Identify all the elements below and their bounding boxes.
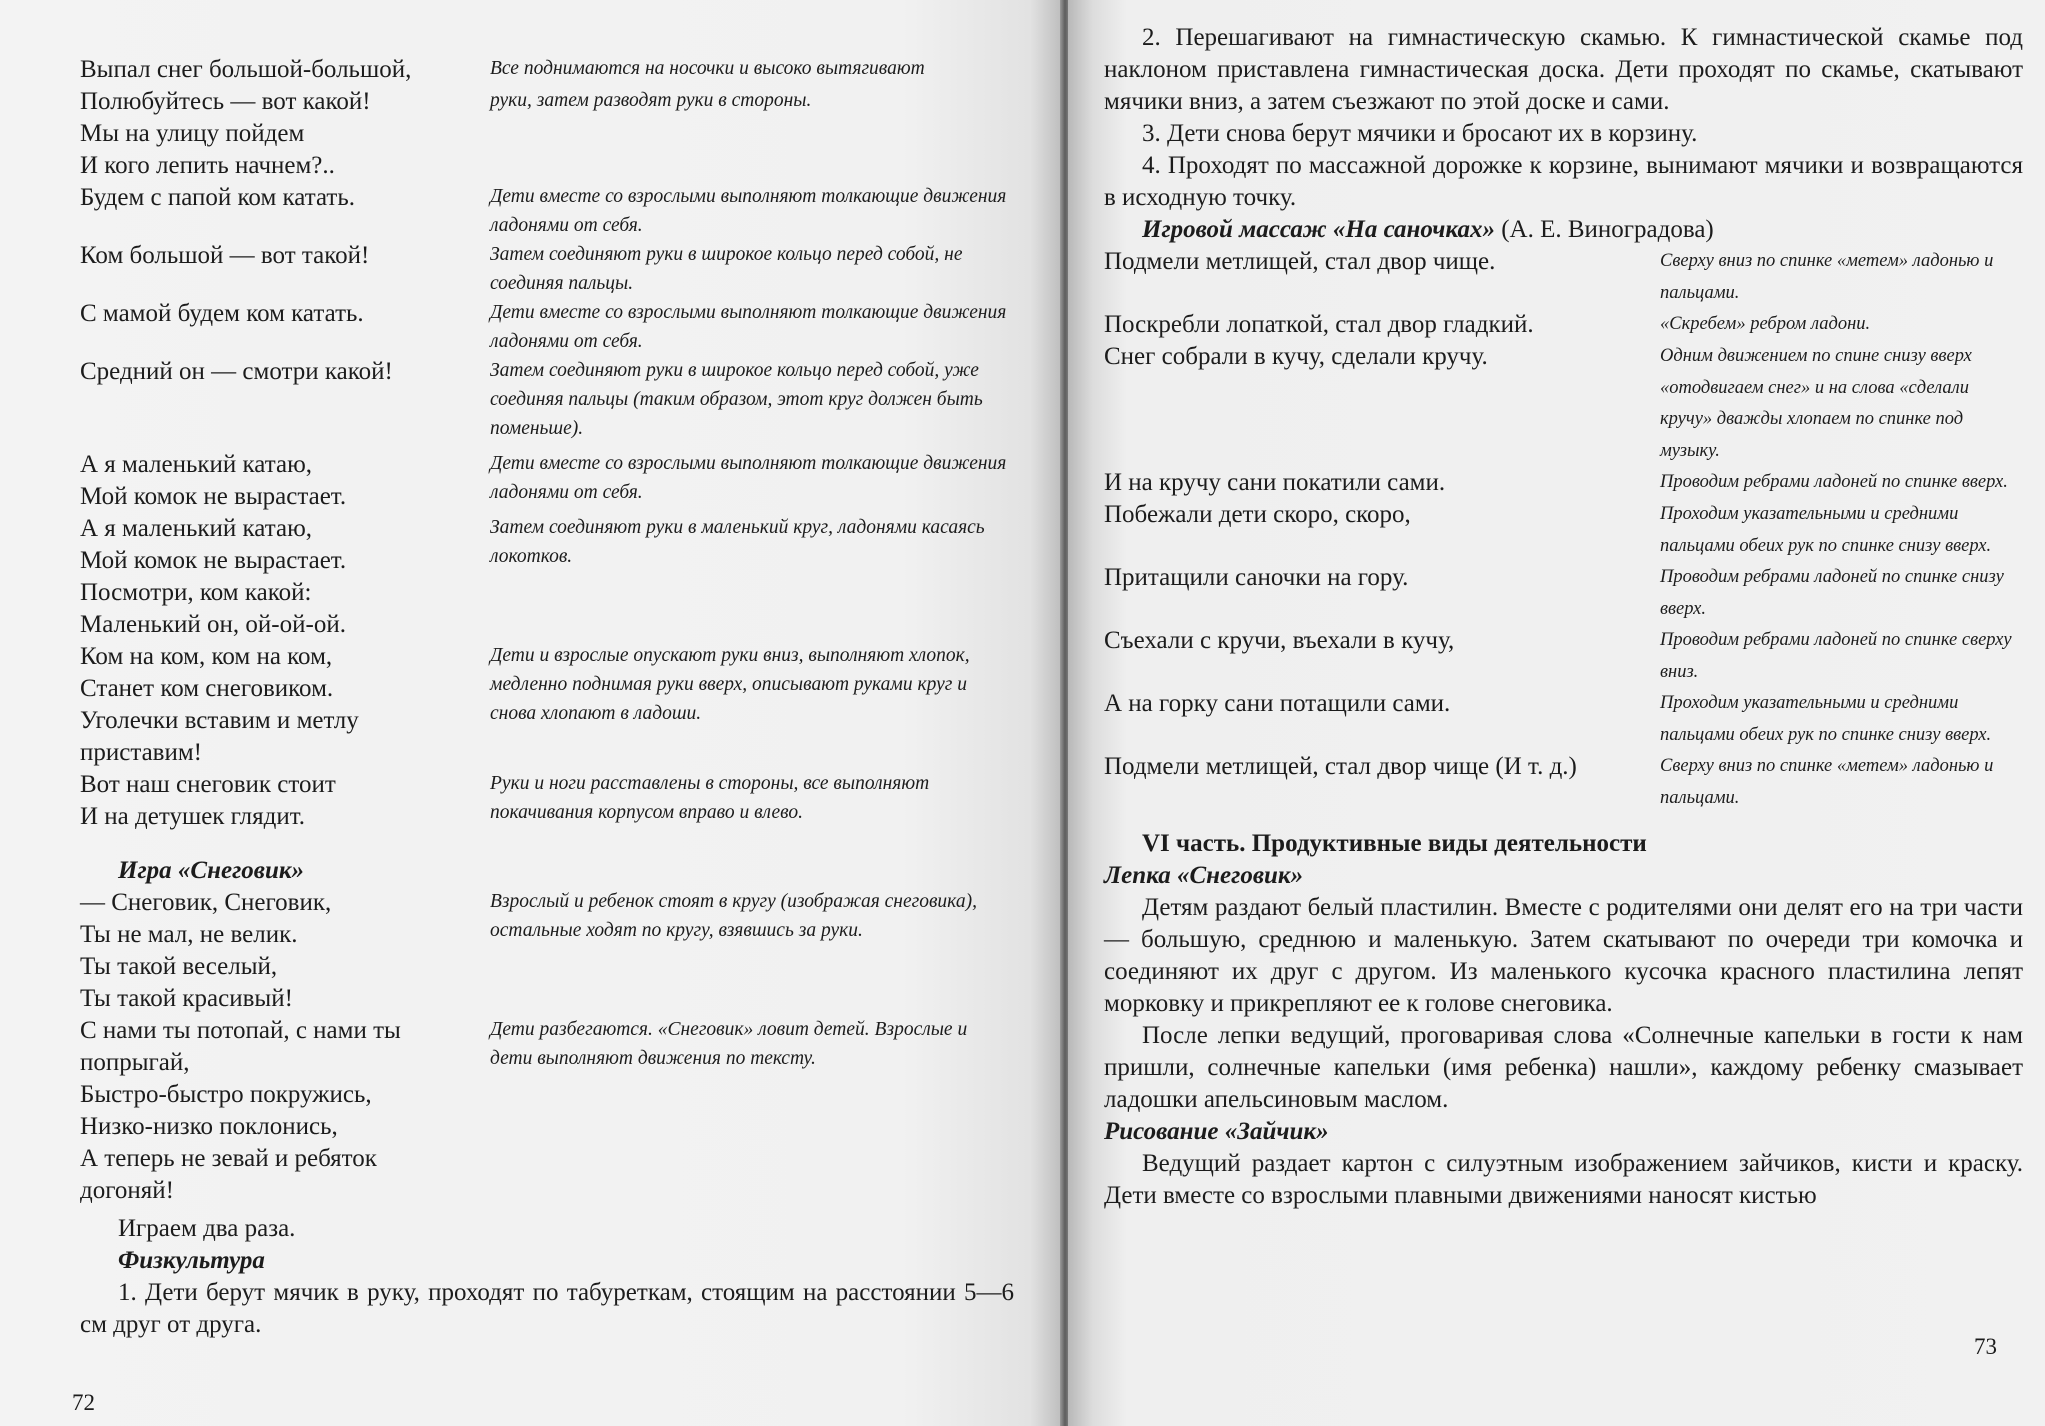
pe-title: Физкультура: [118, 1247, 265, 1274]
verse-line: Вот наш снеговик стоит И на детушек глядит.: [80, 771, 336, 830]
lepka-title: Лепка «Снеговик»: [1104, 862, 1304, 889]
verse-line: Ком большой — вот такой!: [80, 242, 370, 269]
movement-cue: Проходим указательными и средними пальцами обеих рук по спинке снизу вверх.: [1660, 693, 1992, 745]
movement-cue: Дети вместе со взрослыми выполняют толкающие движения ладонями от себя.: [490, 302, 1007, 352]
verse-line: Съехали с кручи, въехали в кучу,: [1104, 627, 1455, 654]
play-twice: Играем два раза.: [118, 1215, 296, 1242]
verse-line: С нами ты потопай, с нами ты попрыгай, Быстро-быстро покружись, Низко-низко поклонись, А теперь не зевай и ребяток догоняй!: [80, 1017, 401, 1204]
snowfall-poem: [80, 54, 1014, 833]
pe-item-1: 1. Дети берут мячик в руку, проходят по табуреткам, стоящим на расстоянии 5—6 см друг от друга.: [80, 1279, 1014, 1338]
massage-title: Игровой массаж «На саночках»: [1142, 216, 1495, 243]
massage-author: (А. Е. Виноградова): [1494, 216, 1714, 243]
page-number-right: 73: [1974, 1334, 1997, 1359]
verse-line: Ком на ком, ком на ком, Станет ком снеговиком. Уголечки вставим и метлу приставим!: [80, 643, 359, 766]
verse-line: А на горку сани потащили сами.: [1104, 690, 1451, 717]
movement-cue: Дети и взрослые опускают руки вниз, выполняют хлопок, медленно поднимая руки вверх, описывают руками круг и снова хлопают в ладоши.: [490, 645, 970, 724]
massage-poem: [1104, 246, 2023, 814]
lepka-text-2: После лепки ведущий, проговаривая слова «Солнечные капельки в гости к нам пришли, солнечные капельки (имя ребенка) нашли», каждому ребенку смазывает ладошки апельсиновым маслом.: [1104, 1022, 2023, 1113]
movement-cue: Дети разбегаются. «Снеговик» ловит детей. Взрослые и дети выполняют движения по тексту.: [490, 1019, 968, 1069]
snowman-game: [80, 887, 1014, 1207]
movement-cue: Затем соединяют руки в широкое кольцо перед собой, не соединяя пальцы.: [490, 244, 963, 294]
movement-cue: Затем соединяют руки в широкое кольцо перед собой, уже соединяя пальцы (таким образом, этот круг должен быть поменьше).: [490, 360, 983, 439]
movement-cue: Руки и ноги расставлены в стороны, все выполняют покачивания корпусом вправо и влево.: [490, 773, 930, 823]
verse-line: И на кручу сани покатили сами.: [1104, 469, 1446, 496]
right-page: [1068, 0, 2045, 1426]
movement-cue: Проводим ребрами ладоней по спинке сверху вниз.: [1660, 630, 2012, 682]
movement-cue: Сверху вниз по спинке «метем» ладонью и пальцами.: [1660, 756, 1994, 808]
movement-cue: [490, 150, 1014, 182]
game-title: Игра «Снеговик»: [118, 857, 305, 884]
movement-cue: Проходим указательными и средними пальцами обеих рук по спинке снизу вверх.: [1660, 504, 1992, 556]
verse-line: Выпал снег большой-большой,: [80, 56, 412, 83]
verse-line: А я маленький катаю, Мой комок не вырастает.: [80, 451, 347, 510]
massage-heading: [1104, 214, 2023, 246]
risovanie-title: Рисование «Зайчик»: [1104, 1118, 1329, 1145]
verse-line: С мамой будем ком катать.: [80, 300, 364, 327]
movement-cue: [490, 577, 1014, 641]
verse-line: Мы на улицу пойдем: [80, 120, 305, 147]
verse-line: Будем с папой ком катать.: [80, 184, 355, 211]
verse-line: А я маленький катаю, Мой комок не вырастает.: [80, 515, 347, 574]
verse-line: Посмотри, ком какой: Маленький он, ой-ой-ой.: [80, 579, 346, 638]
movement-cue: Одним движением по спине снизу вверх «отодвигаем снег» и на слова «сделали кручу» дважды хлопаем по спинке под музыку.: [1660, 346, 1972, 461]
verse-line: Побежали дети скоро, скоро,: [1104, 501, 1411, 528]
verse-line: Притащили саночки на гору.: [1104, 564, 1409, 591]
movement-cue: руки, затем разводят руки в стороны.: [490, 90, 812, 111]
movement-cue: Дети вместе со взрослыми выполняют толкающие движения ладонями от себя.: [490, 453, 1007, 503]
movement-cue: Взрослый и ребенок стоят в кругу (изображая снеговика), остальные ходят по кругу, взявшись за руки.: [490, 891, 977, 941]
part6-title: VI часть. Продуктивные виды деятельности: [1142, 830, 1647, 857]
movement-cue: «Скребем» ребром ладони.: [1660, 314, 1871, 334]
verse-line: Снег собрали в кучу, сделали кручу.: [1104, 343, 1488, 370]
movement-cue: Затем соединяют руки в маленький круг, ладонями касаясь локотков.: [490, 517, 985, 567]
verse-line: Поскребли лопаткой, стал двор гладкий.: [1104, 311, 1534, 338]
lepka-text-1: Детям раздают белый пластилин. Вместе с родителями они делят его на три части — большую, среднюю и маленькую. Затем скатывают по очереди три комочка и соединяют их друг с другом. Из маленького кусочка красного пластилина лепят морковку и прикрепляют ее к голове снеговика.: [1104, 894, 2023, 1017]
page-number-left: 72: [72, 1390, 95, 1415]
verse-line: И кого лепить начнем?..: [80, 152, 335, 179]
risovanie-text-1: Ведущий раздает картон с силуэтным изображением зайчиков, кисти и краску. Дети вместе со взрослыми плавными движениями наносят кистью: [1104, 1150, 2023, 1209]
verse-line: Подмели метлищей, стал двор чище (И т. д.): [1104, 753, 1577, 780]
movement-cue: Проводим ребрами ладоней по спинке снизу вверх.: [1660, 567, 2004, 619]
verse-line: Средний он — смотри какой!: [80, 358, 393, 385]
movement-cue: Дети вместе со взрослыми выполняют толкающие движения ладонями от себя.: [490, 186, 1007, 236]
pe-item-3: 3. Дети снова берут мячики и бросают их в корзину.: [1142, 120, 1698, 147]
movement-cue: Проводим ребрами ладоней по спинке вверх.: [1660, 472, 2008, 492]
movement-cue: [490, 118, 1014, 150]
pe-item-4: 4. Проходят по массажной дорожке к корзине, вынимают мячики и возвращаются в исходную точку.: [1104, 152, 2023, 211]
movement-cue: Все поднимаются на носочки и высоко вытягивают: [490, 58, 925, 79]
pe-item-2: 2. Перешагивают на гимнастическую скамью. К гимнастической скамье под наклоном приставлена гимнастическая доска. Дети проходят по скамье, скатывают мячики вниз, а затем съезжают по этой доске и сами.: [1104, 24, 2023, 115]
verse-line: — Снеговик, Снеговик, Ты не мал, не велик. Ты такой веселый, Ты такой красивый!: [80, 889, 332, 1012]
movement-cue: Сверху вниз по спинке «метем» ладонью и пальцами.: [1660, 251, 1994, 303]
verse-line: Полюбуйтесь — вот какой!: [80, 88, 371, 115]
verse-line: Подмели метлищей, стал двор чище.: [1104, 248, 1496, 275]
